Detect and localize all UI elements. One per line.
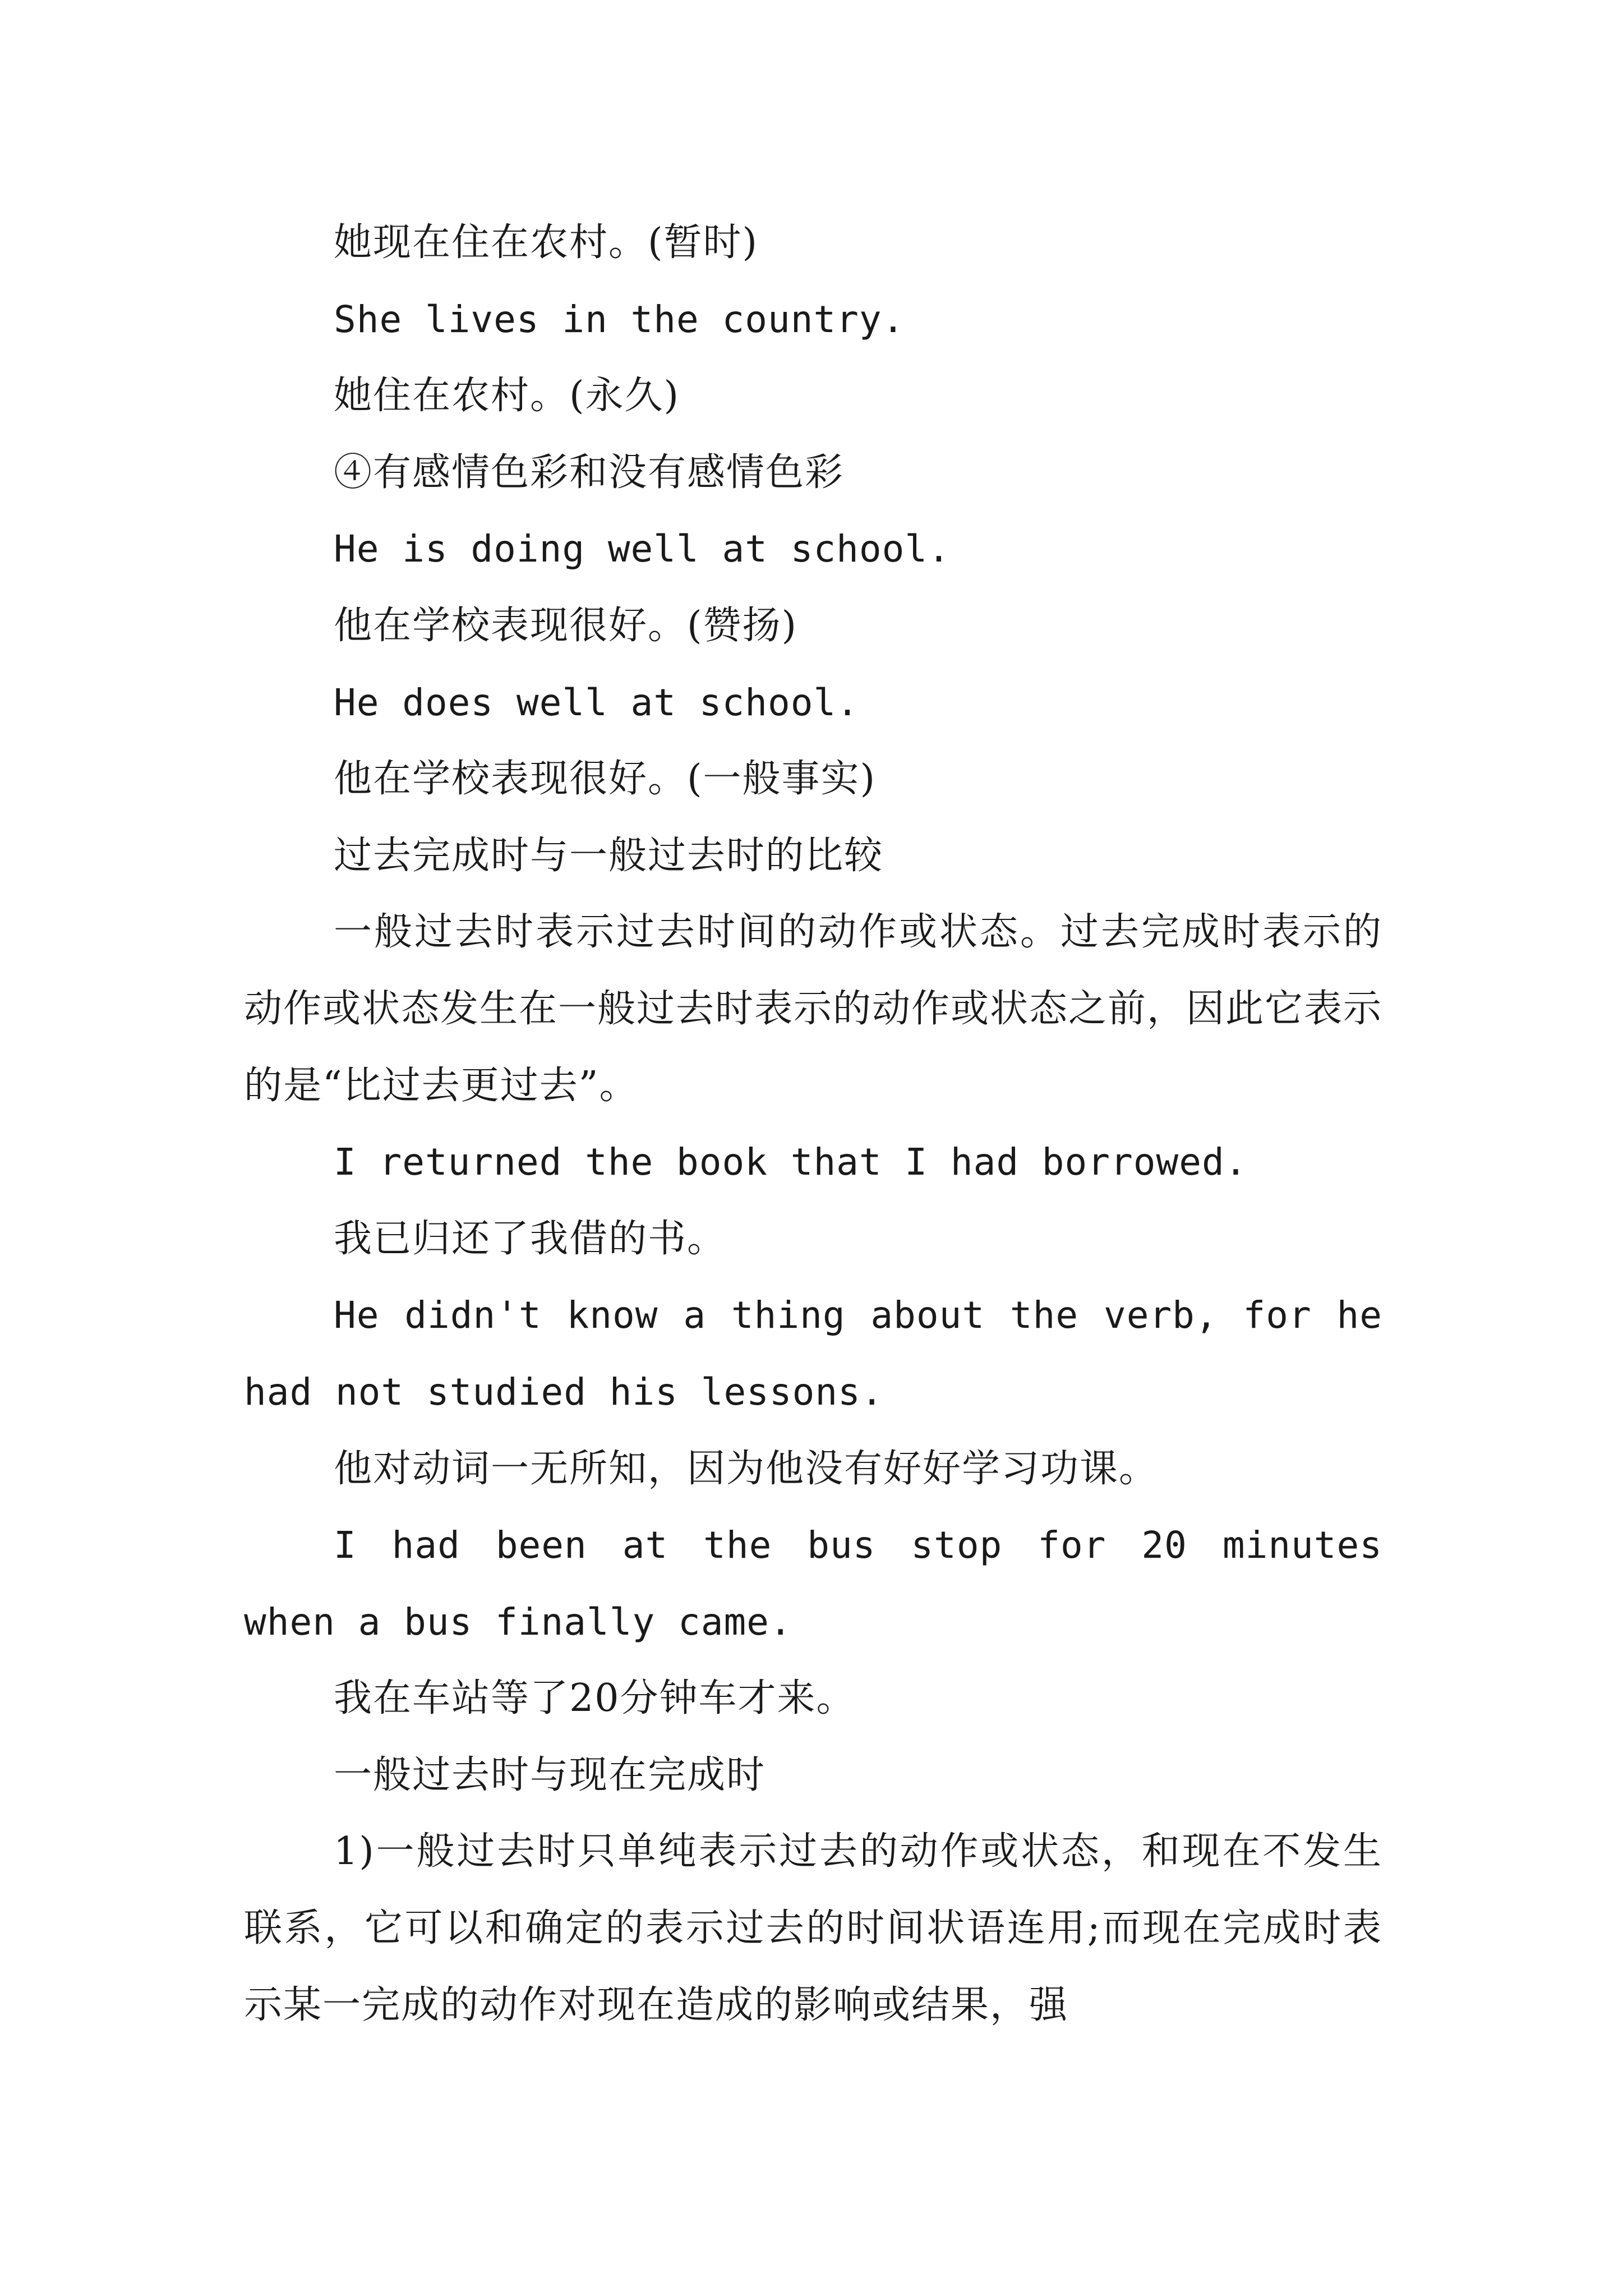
paragraph: He is doing well at school. — [334, 527, 951, 571]
paragraph: I returned the book that I had borrowed. — [334, 1140, 1248, 1184]
paragraph: 他对动词一无所知，因为他没有好好学习功课。 — [334, 1446, 1159, 1491]
paragraph: 他在学校表现很好。(赞扬) — [334, 603, 798, 648]
paragraph: 我在车站等了20分钟车才来。 — [334, 1676, 856, 1721]
paragraph: She lives in the country. — [334, 297, 905, 341]
paragraph: He does well at school. — [334, 680, 859, 724]
paragraph: 他在学校表现很好。(一般事实) — [334, 757, 877, 802]
paragraph: I had been at the bus stop for 20 minutes when a bus finally came. — [244, 1524, 1382, 1644]
paragraph: 一般过去时表示过去时间的动作或状态。过去完成时表示的动作或状态发生在一般过去时表示的动作或状态之前，因此它表示的是“比过去更过去”。 — [244, 910, 1383, 1108]
paragraph: 她住在农村。(永久) — [334, 374, 680, 418]
paragraph: 她现在住在农村。(暂时) — [334, 220, 759, 265]
paragraph: 我已归还了我借的书。 — [334, 1216, 727, 1261]
paragraph: 1)一般过去时只单纯表示过去的动作或状态，和现在不发生联系，它可以和确定的表示过去的时间状语连用;而现在完成时表示某一完成的动作对现在造成的影响或结果，强 — [244, 1829, 1382, 2027]
document-body — [244, 205, 1382, 2044]
paragraph: He didn't know a thing about the verb, for he had not studied his lessons. — [244, 1294, 1382, 1414]
paragraph: ④有感情色彩和没有感情色彩 — [334, 450, 845, 495]
section-heading: 过去完成时与一般过去时的比较 — [334, 833, 884, 878]
section-heading: 一般过去时与现在完成时 — [334, 1752, 766, 1797]
